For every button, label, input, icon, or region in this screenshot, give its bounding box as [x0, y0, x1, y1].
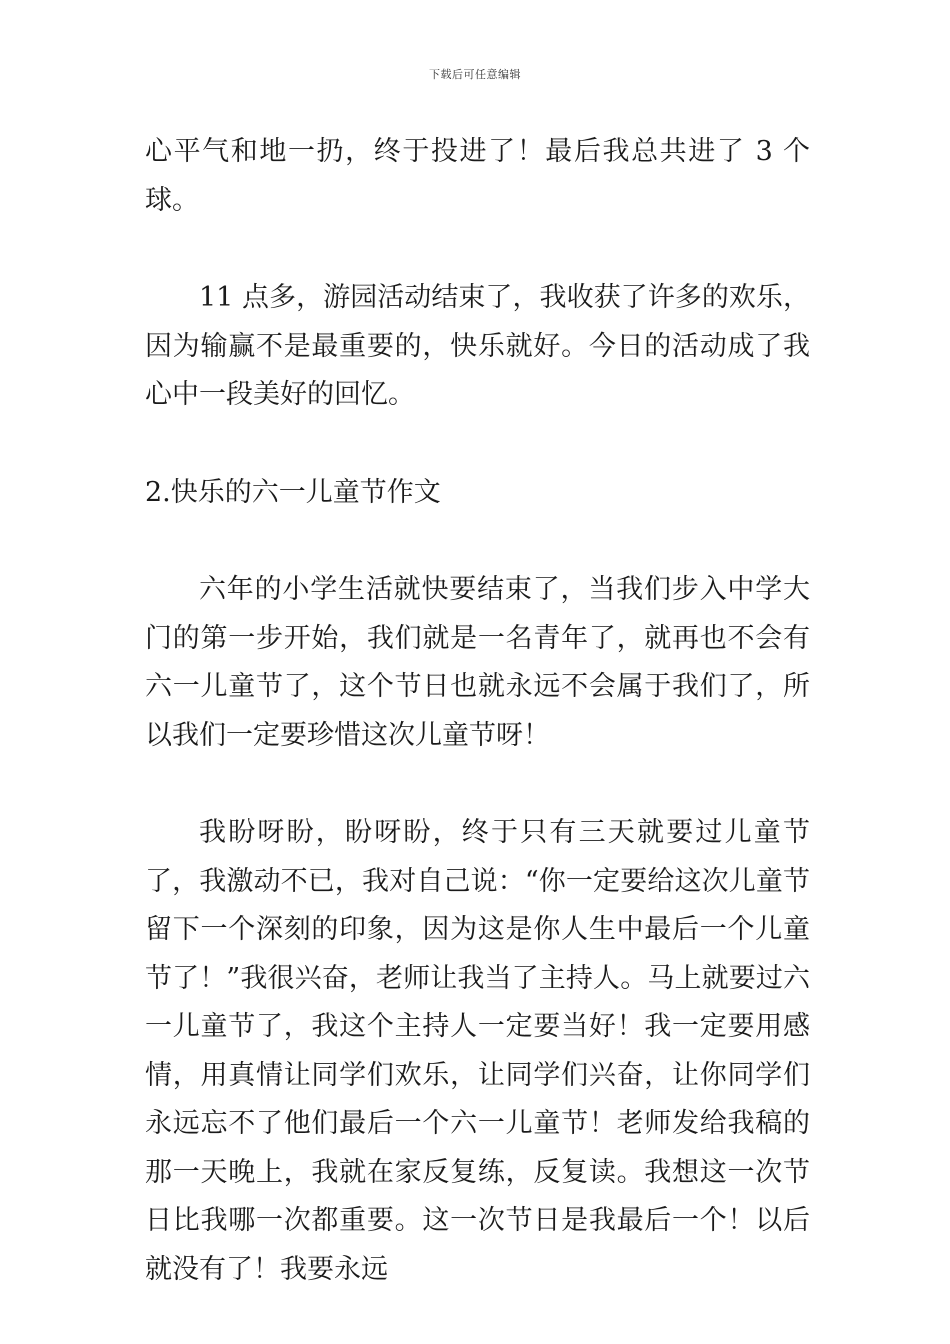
paragraph-gap — [145, 225, 810, 274]
paragraph-gap — [145, 420, 810, 469]
paragraph-continuation: 心平气和地一扔，终于投进了！最后我总共进了 3 个球。 — [145, 136, 810, 216]
paragraph-gap — [145, 517, 810, 566]
document-body — [145, 128, 810, 1294]
paragraph-graduation: 六年的小学生活就快要结束了，当我们步入中学大门的第一步开始，我们就是一名青年了，就再也不会有六一儿童节了，这个节日也就永远不会属于我们了，所以我们一定要珍惜这次儿童节呀！ — [145, 574, 810, 751]
paragraph-activity-end: 11 点多，游园活动结束了，我收获了许多的欢乐，因为输赢不是最重要的，快乐就好。今日的活动成了我心中一段美好的回忆。 — [145, 282, 810, 410]
paragraph-gap — [145, 760, 810, 809]
section-heading: 2.快乐的六一儿童节作文 — [145, 476, 441, 508]
header-note: 下载后可任意编辑 — [429, 68, 521, 81]
paragraph-host: 我盼呀盼，盼呀盼，终于只有三天就要过儿童节了，我激动不已，我对自己说：“你一定要给这次儿童节留下一个深刻的印象，因为这是你人生中最后一个儿童节了！”我很兴奋，老师让我当了主持人。马上就要过六一儿童节了，我这个主持人一定要当好！我一定要用感情，用真情让同学们欢乐，让同学们兴奋，让你同学们永远忘不了他们最后一个六一儿童节！老师发给我稿的那一天晚上，我就在家反复练，反复读。我想这一次节日比我哪一次都重要。这一次节日是我最后一个！以后就没有了！我要永远 — [145, 817, 810, 1285]
